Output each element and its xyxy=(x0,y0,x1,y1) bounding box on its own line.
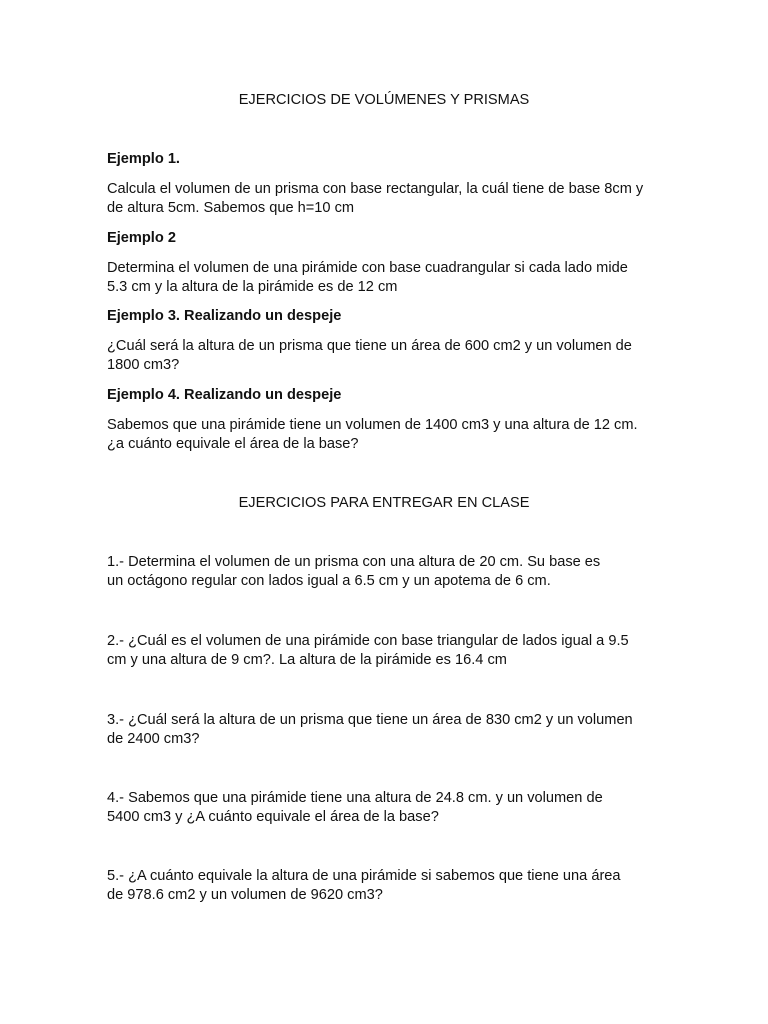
example-3-text: ¿Cuál será la altura de un prisma que tiene un área de 600 cm2 y un volumen de 1800 cm3? xyxy=(107,338,632,373)
exercise-1: 1.- Determina el volumen de un prisma con una altura de 20 cm. Su base es un octágono regular con lados igual a 6.5 cm y un apotema de 6 cm. xyxy=(107,554,601,589)
exercises-title: EJERCICIOS PARA ENTREGAR EN CLASE xyxy=(238,495,530,511)
example-1-heading: Ejemplo 1. xyxy=(107,151,180,167)
example-2-text: Determina el volumen de una pirámide con base cuadrangular si cada lado mide 5.3 cm y la altura de la pirámide es de 12 cm xyxy=(107,260,628,295)
exercise-4: 4.- Sabemos que una pirámide tiene una altura de 24.8 cm. y un volumen de 5400 cm3 y ¿A cuánto equivale el área de la base? xyxy=(107,790,603,825)
exercise-5: 5.- ¿A cuánto equivale la altura de una pirámide si sabemos que tiene una área de 978.6 cm2 y un volumen de 9620 cm3? xyxy=(107,868,621,903)
example-2-heading: Ejemplo 2 xyxy=(107,230,176,246)
exercise-3: 3.- ¿Cuál será la altura de un prisma que tiene un área de 830 cm2 y un volumen de 2400 cm3? xyxy=(107,712,633,747)
exercise-2: 2.- ¿Cuál es el volumen de una pirámide con base triangular de lados igual a 9.5 cm y una altura de 9 cm?. La altura de la pirámide es 16.4 cm xyxy=(107,633,629,668)
example-1-text: Calcula el volumen de un prisma con base rectangular, la cuál tiene de base 8cm y de altura 5cm. Sabemos que h=10 cm xyxy=(107,181,644,216)
example-4-text: Sabemos que una pirámide tiene un volumen de 1400 cm3 y una altura de 12 cm. ¿a cuánto equivale el área de la base? xyxy=(107,417,638,452)
example-4-heading: Ejemplo 4. Realizando un despeje xyxy=(107,387,342,403)
document-title: EJERCICIOS DE VOLÚMENES Y PRISMAS xyxy=(238,92,530,108)
example-3-heading: Ejemplo 3. Realizando un despeje xyxy=(107,308,342,324)
